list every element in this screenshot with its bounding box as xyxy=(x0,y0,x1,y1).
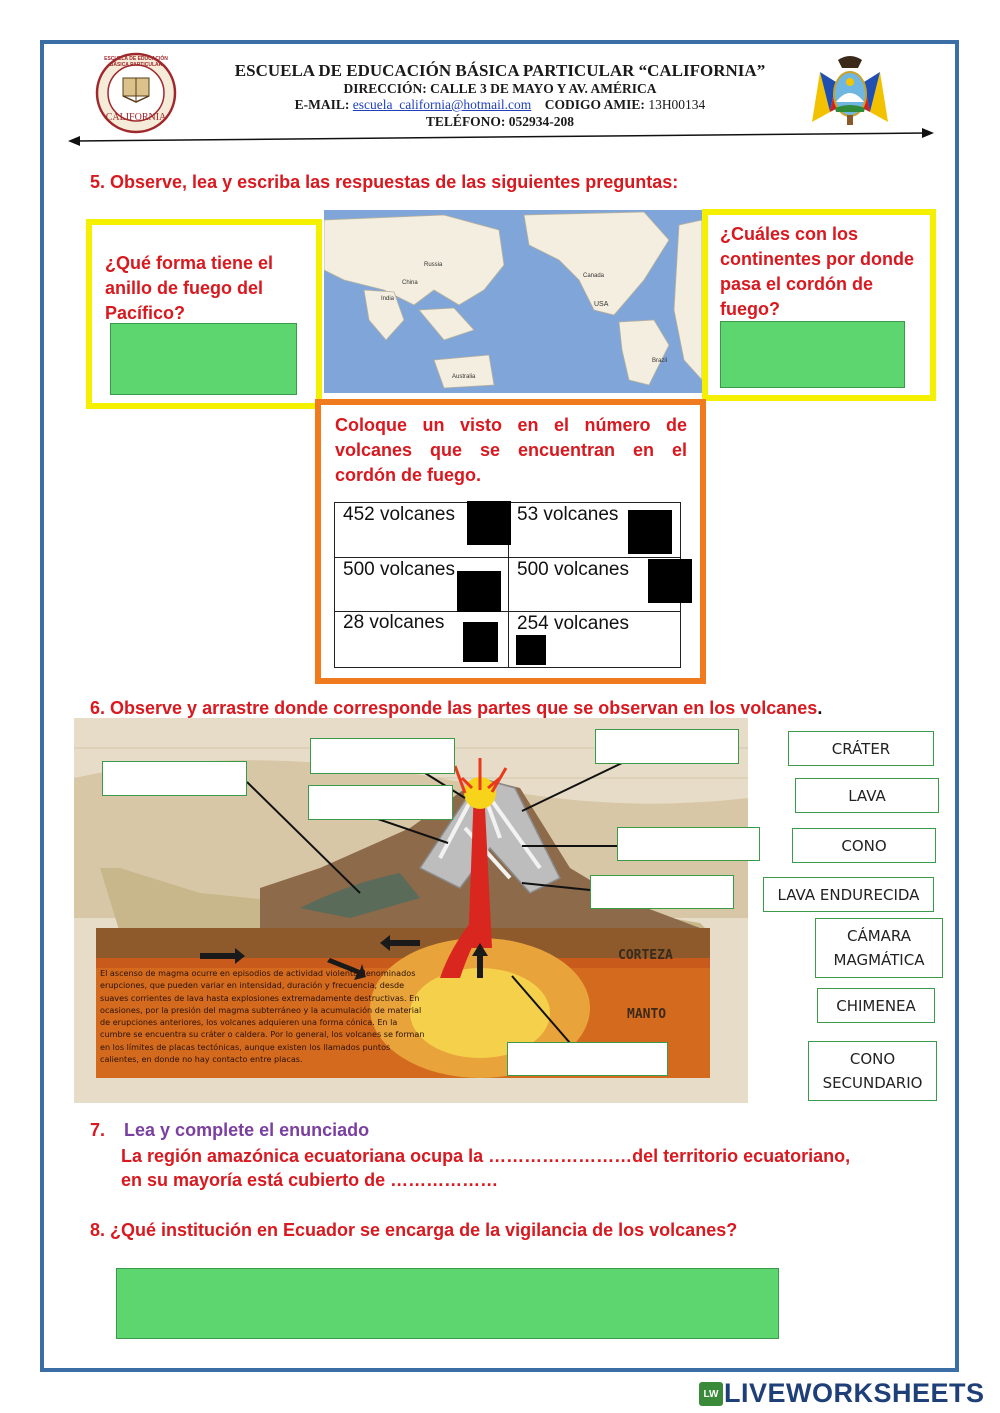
checkbox-500-b[interactable] xyxy=(648,559,692,603)
checkbox-254[interactable] xyxy=(516,635,546,665)
contact-line xyxy=(180,97,820,113)
logo-ring-text: ESCUELA DE EDUCACIÓN BÁSICA PARTICULAR xyxy=(104,56,168,68)
chip-cono-secundario[interactable]: CONO SECUNDARIO xyxy=(808,1041,937,1101)
q6-title xyxy=(90,698,950,719)
ecuador-coat-of-arms xyxy=(810,52,890,130)
q7-title: Lea y complete el enunciado xyxy=(124,1120,370,1140)
q5-title: 5. Observe, lea y escriba las respuestas de las siguientes preguntas: xyxy=(90,172,679,192)
chip-crater[interactable]: CRÁTER xyxy=(788,731,934,766)
email-label: E-MAIL: xyxy=(294,97,350,112)
chip-cono[interactable]: CONO xyxy=(792,828,936,863)
chip-lava-endurecida[interactable]: LAVA ENDURECIDA xyxy=(763,877,934,912)
q8-answer-field[interactable] xyxy=(116,1268,779,1339)
q7-line-2: en su mayoría está cubierto de ……………… xyxy=(121,1170,499,1190)
drop-target-4[interactable] xyxy=(595,729,739,764)
map-label-brazil: Brazil xyxy=(652,358,668,364)
school-phone: TELÉFONO: 052934-208 xyxy=(425,114,575,129)
option-500-b: 500 volcanes xyxy=(517,559,629,580)
diagram-caption: El ascenso de magma ocurre en episodios de actividad violenta denominados erupciones, que pueden variar en intensidad, duración y frecuencia, desde suaves corrientes de lava hasta explosiones extremadamente destructivas. En ocasiones, por la presión del magma subterráneo y la acumulación de material de erupciones anteriores, los volcanes adquieren una forma cónica. En la cumbre se encuentra su cráter o caldera. Por lo general, los volcanes se forman en los límites de placas tectónicas, aunque existen los llamados puntos calientes, en donde no hay contacto entre placas. xyxy=(100,968,425,1065)
q6-title-text: 6. Observe y arrastre donde corresponde las partes que se observan en los volcanes xyxy=(90,698,818,718)
chip-camara-magmatica[interactable]: CÁMARA MAGMÁTICA xyxy=(815,918,943,978)
header-divider-arrow xyxy=(68,128,934,146)
school-address: DIRECCIÓN: CALLE 3 DE MAYO Y AV. AMÉRICA xyxy=(343,81,657,96)
liveworksheets-brand: LIVEWORKSHEETS xyxy=(724,1378,985,1408)
map-label-russia: Russia xyxy=(424,262,443,268)
drop-target-6[interactable] xyxy=(590,875,734,909)
chip-chimenea[interactable]: CHIMENEA xyxy=(817,988,935,1023)
school-name: ESCUELA DE EDUCACIÓN BÁSICA PARTICULAR “CALIFORNIA” xyxy=(234,61,766,80)
label-manto: MANTO xyxy=(627,1007,667,1022)
volcano-count-instruction: Coloque un visto en el número de volcanes que se encuentran en el cordón de fuego. xyxy=(335,415,687,485)
logo-name: CALIFORNIA xyxy=(105,112,167,123)
q7-line-1: La región amazónica ecuatoriana ocupa la ……………………del territorio ecuatoriano, xyxy=(121,1146,851,1166)
q6-title-period: . xyxy=(817,698,823,718)
drop-target-7[interactable] xyxy=(507,1042,668,1076)
drop-target-2[interactable] xyxy=(310,738,455,774)
map-label-australia: Australia xyxy=(452,374,476,380)
email-link[interactable]: escuela_california@hotmail.com xyxy=(352,97,532,112)
checkbox-28[interactable] xyxy=(463,622,498,662)
chip-lava[interactable]: LAVA xyxy=(795,778,939,813)
drop-target-5[interactable] xyxy=(617,827,760,861)
q7-number: 7. xyxy=(90,1120,106,1140)
q7-header xyxy=(90,1120,890,1141)
q5-left-question: ¿Qué forma tiene el anillo de fuego del Pacífico? xyxy=(105,253,274,323)
checkbox-53[interactable] xyxy=(628,510,672,554)
liveworksheets-badge xyxy=(699,1382,723,1406)
amie-label: CODIGO AMIE: xyxy=(544,97,645,112)
label-corteza: CORTEZA xyxy=(618,948,673,963)
q5-right-answer-field[interactable] xyxy=(720,321,905,388)
option-28: 28 volcanes xyxy=(343,612,445,633)
map-label-usa: USA xyxy=(594,301,609,308)
option-53: 53 volcanes xyxy=(517,504,619,525)
checkbox-500-a[interactable] xyxy=(457,571,501,612)
q8-title: 8. ¿Qué institución en Ecuador se encarga de la vigilancia de los volcanes? xyxy=(90,1220,738,1240)
option-254: 254 volcanes xyxy=(517,613,629,634)
map-label-india: India xyxy=(381,296,395,302)
amie-code: 13H00134 xyxy=(648,97,706,112)
badge-text: LW xyxy=(703,1388,719,1400)
q5-left-answer-field[interactable] xyxy=(110,323,297,395)
option-452: 452 volcanes xyxy=(343,504,455,525)
option-500-a: 500 volcanes xyxy=(343,559,455,580)
drop-target-3[interactable] xyxy=(308,785,453,820)
q5-right-question: ¿Cuáles con los continentes por donde pasa el cordón de fuego? xyxy=(720,224,915,319)
checkbox-452[interactable] xyxy=(467,501,511,545)
map-label-china: China xyxy=(402,280,418,286)
drop-target-1[interactable] xyxy=(102,761,247,796)
map-label-canada: Canada xyxy=(583,273,605,279)
